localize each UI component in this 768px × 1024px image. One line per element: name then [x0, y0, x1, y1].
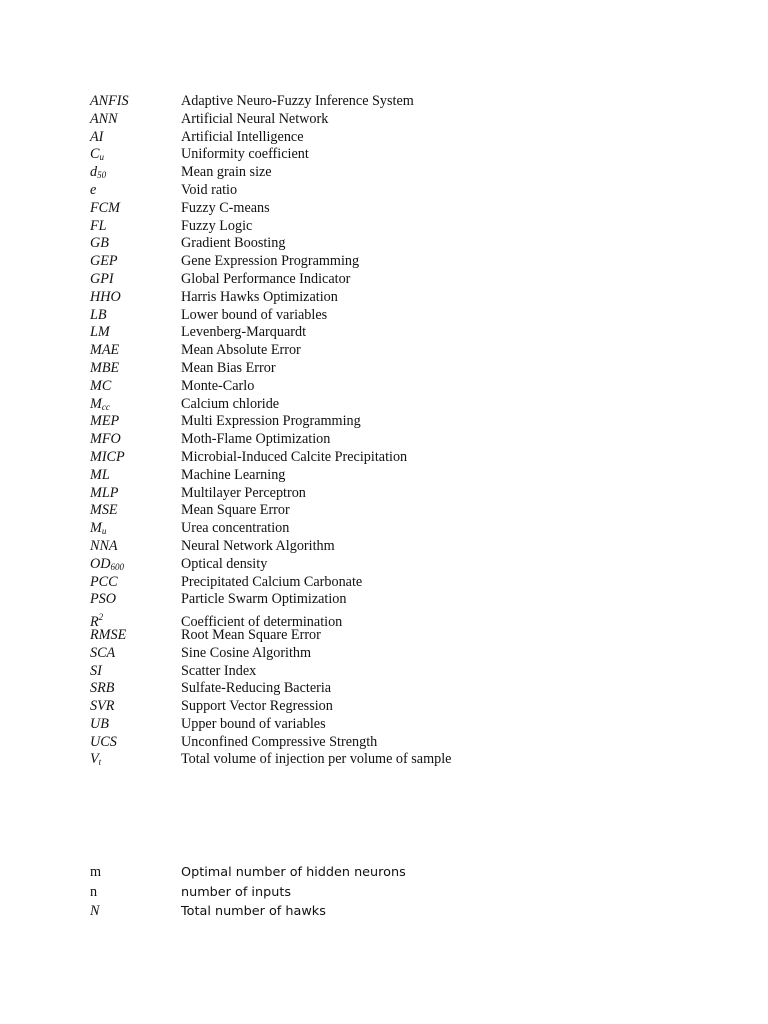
abbreviation-term	[90, 698, 181, 716]
abbreviation-definition: Artificial Neural Network	[181, 110, 329, 127]
abbreviation-term	[90, 627, 181, 645]
abbreviation-base: MBE	[90, 359, 120, 376]
abbreviation-definition: Root Mean Square Error	[181, 626, 321, 643]
abbreviation-term	[90, 734, 181, 752]
abbreviation-base: GPI	[90, 270, 114, 287]
abbreviation-base: OD	[90, 555, 111, 572]
symbol-term: N	[90, 903, 100, 919]
abbreviation-row	[90, 146, 690, 164]
abbreviation-subscript: u	[99, 152, 104, 163]
abbreviation-base: MAE	[90, 342, 120, 359]
abbreviation-row	[90, 645, 690, 663]
abbreviation-term	[90, 449, 181, 467]
abbreviation-term	[90, 129, 181, 147]
symbol-term: n	[90, 883, 98, 900]
abbreviation-row	[90, 538, 690, 556]
abbreviation-row	[90, 307, 690, 325]
abbreviation-definition: Microbial-Induced Calcite Precipitation	[181, 448, 408, 465]
abbreviation-row	[90, 609, 690, 631]
abbreviation-row	[90, 520, 690, 538]
abbreviation-row	[90, 378, 690, 396]
abbreviation-row	[90, 289, 690, 307]
abbreviation-row	[90, 396, 690, 414]
abbreviation-definition: Precipitated Calcium Carbonate	[181, 573, 363, 590]
abbreviation-row	[90, 129, 690, 147]
abbreviation-base: ANFIS	[90, 93, 129, 109]
abbreviation-definition: Neural Network Algorithm	[181, 537, 335, 554]
abbreviation-base: AI	[90, 128, 104, 145]
abbreviation-row	[90, 200, 690, 218]
abbreviation-row	[90, 716, 690, 734]
abbreviation-term	[90, 502, 181, 520]
abbreviation-base: LM	[90, 324, 110, 341]
abbreviation-term	[90, 253, 181, 271]
abbreviation-term	[90, 271, 181, 289]
abbreviation-term	[90, 680, 181, 698]
abbreviation-subscript: t	[98, 757, 102, 768]
abbreviation-definition: Unconfined Compressive Strength	[181, 733, 378, 750]
abbreviation-row	[90, 182, 690, 200]
abbreviation-row	[90, 574, 690, 592]
abbreviation-definition: Optical density	[181, 555, 268, 572]
abbreviation-definition: Mean grain size	[181, 164, 272, 181]
abbreviation-definition: Lower bound of variables	[181, 306, 328, 323]
abbreviation-term	[90, 182, 181, 200]
abbreviation-definition: Sine Cosine Algorithm	[181, 644, 312, 661]
abbreviation-row	[90, 751, 690, 769]
abbreviation-base: MFO	[90, 431, 121, 448]
symbol-row	[90, 883, 690, 903]
abbreviation-definition: Levenberg-Marquardt	[181, 324, 307, 341]
abbreviation-definition: Machine Learning	[181, 466, 286, 483]
abbreviation-base: SVR	[90, 698, 115, 715]
abbreviation-term	[90, 378, 181, 396]
abbreviation-base: RMSE	[90, 626, 127, 643]
abbreviation-term	[90, 431, 181, 449]
abbreviation-subscript: u	[101, 526, 107, 537]
abbreviation-term	[90, 218, 181, 236]
abbreviation-term	[90, 485, 181, 503]
abbreviation-term	[90, 93, 181, 111]
abbreviation-definition: Uniformity coefficient	[181, 146, 309, 163]
abbreviation-term	[90, 591, 181, 609]
abbreviation-base: MLP	[90, 484, 119, 501]
symbol-row	[90, 902, 690, 922]
abbreviation-base: MICP	[90, 448, 125, 465]
abbreviation-base: e	[90, 181, 97, 198]
abbreviation-base: M	[90, 395, 102, 412]
abbreviation-term	[90, 289, 181, 307]
symbol-definition: Total number of hawks	[181, 904, 326, 919]
abbreviation-base: LB	[90, 306, 107, 323]
abbreviation-definition: Fuzzy C-means	[181, 199, 270, 216]
abbreviation-definition: Calcium chloride	[181, 395, 280, 412]
abbreviation-base: FCM	[90, 199, 120, 216]
abbreviation-definition: Global Performance Indicator	[181, 270, 351, 287]
abbreviation-base: GB	[90, 235, 109, 252]
abbreviation-row	[90, 734, 690, 752]
abbreviation-row	[90, 449, 690, 467]
abbreviation-base: UB	[90, 715, 109, 732]
abbreviation-row	[90, 431, 690, 449]
abbreviation-definition: Urea concentration	[181, 520, 290, 537]
abbreviation-term	[90, 751, 181, 772]
abbreviation-base: PSO	[90, 591, 117, 608]
abbreviation-base: MSE	[90, 502, 118, 519]
abbreviation-definition: Gene Expression Programming	[181, 253, 360, 270]
symbol-definition: Optimal number of hidden neurons	[181, 865, 406, 880]
abbreviation-row	[90, 164, 690, 182]
abbreviation-term	[90, 413, 181, 431]
abbreviation-row	[90, 218, 690, 236]
abbreviation-definition: Mean Square Error	[181, 502, 290, 519]
abbreviation-superscript: 2	[98, 612, 104, 623]
abbreviation-row	[90, 698, 690, 716]
abbreviation-term	[90, 360, 181, 378]
symbol-list	[90, 863, 690, 922]
abbreviation-term	[90, 324, 181, 342]
abbreviation-base: SRB	[90, 680, 115, 697]
abbreviation-row	[90, 413, 690, 431]
abbreviation-subscript: 50	[97, 170, 107, 181]
abbreviation-definition: Coefficient of determination	[181, 614, 343, 631]
symbol-row	[90, 863, 690, 883]
abbreviation-row	[90, 467, 690, 485]
abbreviation-row	[90, 627, 690, 645]
abbreviation-base: NNA	[90, 537, 118, 554]
abbreviation-base: SCA	[90, 644, 116, 661]
abbreviation-row	[90, 253, 690, 271]
abbreviation-term	[90, 467, 181, 485]
abbreviation-definition: Gradient Boosting	[181, 235, 286, 252]
abbreviation-base: UCS	[90, 733, 117, 750]
abbreviation-row	[90, 271, 690, 289]
abbreviation-row	[90, 324, 690, 342]
abbreviation-definition: Mean Absolute Error	[181, 342, 301, 359]
abbreviation-term	[90, 663, 181, 681]
abbreviation-row	[90, 342, 690, 360]
abbreviation-row	[90, 111, 690, 129]
abbreviation-base: ANN	[90, 110, 118, 127]
abbreviation-subscript: cc	[101, 401, 110, 412]
abbreviation-row	[90, 235, 690, 253]
abbreviation-row	[90, 360, 690, 378]
abbreviation-base: HHO	[90, 288, 121, 305]
abbreviation-definition: Adaptive Neuro-Fuzzy Inference System	[181, 93, 414, 109]
abbreviation-term	[90, 538, 181, 556]
abbreviation-definition: Monte-Carlo	[181, 377, 255, 394]
abbreviation-term	[90, 111, 181, 129]
abbreviation-definition: Artificial Intelligence	[181, 128, 304, 145]
abbreviation-base: M	[90, 520, 102, 537]
abbreviation-row	[90, 680, 690, 698]
abbreviation-base: SI	[90, 662, 102, 679]
abbreviation-definition: Multi Expression Programming	[181, 413, 361, 430]
abbreviation-base: ML	[90, 466, 110, 483]
abbreviation-row	[90, 485, 690, 503]
abbreviation-row	[90, 556, 690, 574]
abbreviation-definition: Particle Swarm Optimization	[181, 591, 347, 608]
abbreviation-row	[90, 591, 690, 609]
abbreviation-definition: Total volume of injection per volume of sample	[181, 751, 452, 768]
abbreviation-row	[90, 502, 690, 520]
abbreviation-term	[90, 574, 181, 592]
abbreviation-base: V	[90, 751, 99, 768]
abbreviation-term	[90, 200, 181, 218]
abbreviation-row	[90, 663, 690, 681]
abbreviation-base: FL	[90, 217, 107, 234]
abbreviation-definition: Multilayer Perceptron	[181, 484, 306, 501]
abbreviation-definition: Sulfate-Reducing Bacteria	[181, 680, 332, 697]
abbreviation-definition: Support Vector Regression	[181, 698, 333, 715]
symbol-term: m	[90, 864, 102, 880]
abbreviation-base: C	[90, 146, 100, 163]
abbreviation-term	[90, 342, 181, 360]
abbreviation-base: GEP	[90, 253, 118, 270]
abbreviation-base: R	[90, 614, 99, 631]
abbreviation-definition: Void ratio	[181, 181, 238, 198]
abbreviation-definition: Harris Hawks Optimization	[181, 288, 338, 305]
abbreviation-term	[90, 716, 181, 734]
abbreviation-list	[90, 93, 690, 769]
abbreviation-base: MEP	[90, 413, 120, 430]
abbreviation-base: MC	[90, 377, 112, 394]
abbreviation-row	[90, 93, 690, 111]
abbreviation-definition: Fuzzy Logic	[181, 217, 253, 234]
abbreviation-base: d	[90, 164, 98, 181]
abbreviation-term	[90, 645, 181, 663]
abbreviation-term	[90, 235, 181, 253]
abbreviation-definition: Mean Bias Error	[181, 359, 276, 376]
abbreviation-definition: Scatter Index	[181, 662, 257, 679]
abbreviation-definition: Upper bound of variables	[181, 715, 326, 732]
abbreviation-term	[90, 307, 181, 325]
abbreviation-base: PCC	[90, 573, 118, 590]
symbol-definition: number of inputs	[181, 884, 291, 900]
abbreviation-subscript: 600	[110, 561, 124, 572]
abbreviation-definition: Moth-Flame Optimization	[181, 431, 331, 448]
